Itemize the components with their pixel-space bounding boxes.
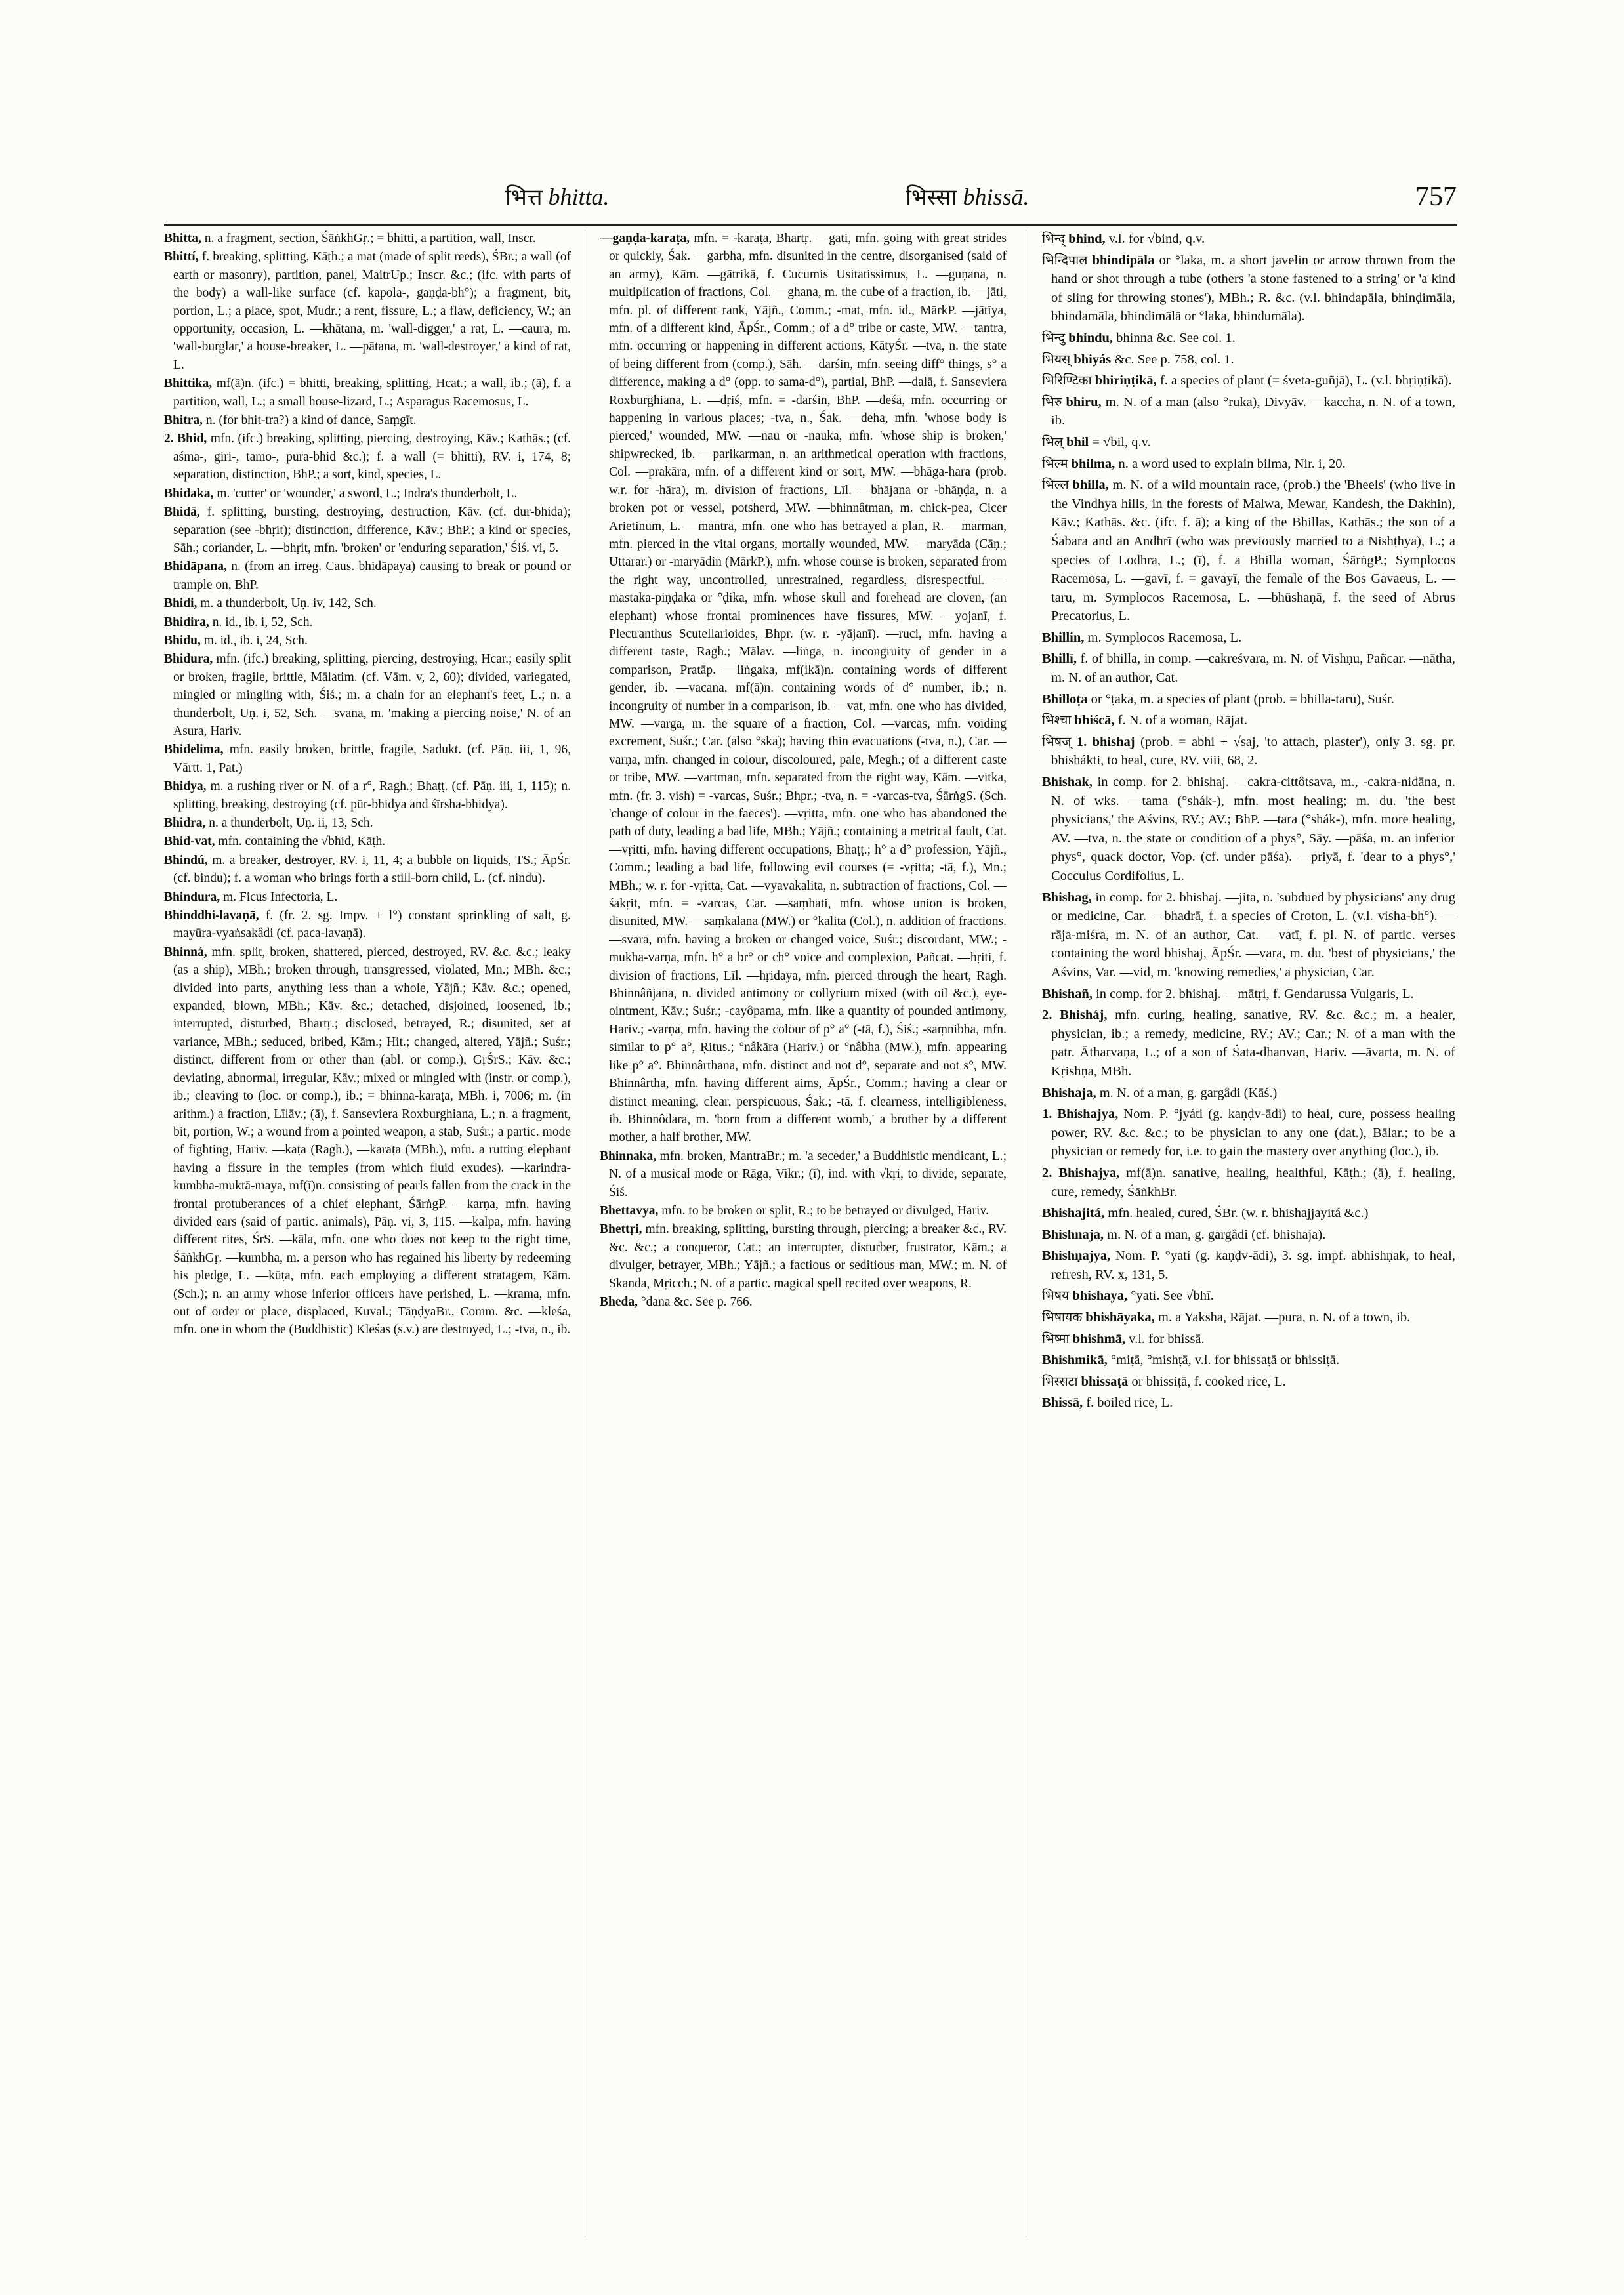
headword: Bhidaka, xyxy=(164,486,214,501)
entry-definition: m. a thunderbolt, Uṇ. iv, 142, Sch. xyxy=(197,596,377,611)
headword: Bhindura, xyxy=(164,890,220,904)
headword: Bhishag, xyxy=(1042,890,1092,905)
devanagari-headword: भिरु xyxy=(1042,394,1062,409)
entry-definition: f. of bhilla, in comp. —cakreśvara, m. N. of Vishṇu, Pañcar. —nātha, m. N. of an author, Cat. xyxy=(1051,651,1455,686)
dictionary-entry xyxy=(1042,985,1455,1004)
entry-definition: °dana &c. See p. 766. xyxy=(637,1294,753,1309)
entry-definition: Nom. P. °yati (g. kaṇḍv-ādi), 3. sg. impf. abhishṇak, to heal, refresh, RV. x, 131, 5. xyxy=(1051,1249,1455,1282)
dictionary-entry xyxy=(1042,1287,1455,1306)
dictionary-entry xyxy=(164,741,571,777)
dictionary-entry xyxy=(1042,1373,1455,1392)
running-head-right: भिस्सा bhissā. xyxy=(906,184,1030,211)
headword: bhiru, xyxy=(1062,394,1102,409)
entry-definition: in comp. for 2. bhishaj. —cakra-cittôtsava, m., -cakra-nidāna, n. N. of wks. —tama (°shák-), mfn. most healing; m. du. 'the best physicians,' the Aśvins, RV.; AV.; BhP. —tara (°shák-), mfn. more healing, AV. —tva, n. the state or condition of a phys°, Sāy. —pāśa, m. an inferior phys°, quack doctor, Vop. (cf. under pāśa). —priyā, f. 'dear to a phys°,' Cocculus Cordifolius, L. xyxy=(1051,775,1455,883)
headword: Bhettavya, xyxy=(600,1203,659,1218)
entry-definition: m. N. of a man, g. gargâdi (Kāś.) xyxy=(1096,1085,1278,1100)
entry-definition: mf(ā)n. (ifc.) = bhitti, breaking, splitting, Hcat.; a wall, ib.; (ā), f. a partition, wall, L.; a small house-lizard, L.; Asparagus Racemosus, L. xyxy=(173,377,571,409)
dictionary-entry xyxy=(164,485,571,503)
headword: Bhidelima, xyxy=(164,743,224,757)
headword: bhind, xyxy=(1065,232,1106,246)
dictionary-entry xyxy=(1042,433,1455,452)
headword: bhiyás xyxy=(1070,352,1112,367)
headword: Bhinná, xyxy=(164,945,207,959)
headword: Bhidya, xyxy=(164,779,207,794)
headword: Bhittika, xyxy=(164,377,213,391)
headword: Bhidura, xyxy=(164,652,213,667)
dictionary-entry xyxy=(600,1202,1007,1220)
headword: Bhishmikā, xyxy=(1042,1353,1108,1368)
headword: bhishaya, xyxy=(1069,1289,1128,1304)
entry-definition: mfn. (ifc.) breaking, splitting, piercing, destroying, Kāv.; Kathās.; (cf. aśma-, giri-, tamo-, pura-bhid &c.); f. a wall (= bhitti), RV. i, 174, 8; separation, distinction, BhP.; a sort, kind, species, L. xyxy=(173,432,571,482)
headword: Bhid-vat, xyxy=(164,835,215,849)
column-1 xyxy=(164,230,571,2250)
entry-definition: (prob. = abhi + √saj, 'to attach, plaster'), only 3. sg. pr. bhishákti, to heal, cure, RV. viii, 68, 2. xyxy=(1051,734,1455,768)
dictionary-entry xyxy=(1042,455,1455,474)
dictionary-entry xyxy=(1042,329,1455,348)
entry-definition: &c. See p. 758, col. 1. xyxy=(1111,352,1234,367)
headword: 2. Bhisháj, xyxy=(1042,1008,1108,1023)
entry-definition: mfn. broken, MantraBr.; m. 'a seceder,' a Buddhistic mendicant, L.; N. of a musical mode or Rāga, Vikr.; (ī), ind. with √kṛi, to divide, separate, Śiś. xyxy=(609,1149,1007,1199)
entry-definition: bhinna &c. See col. 1. xyxy=(1113,330,1236,345)
dictionary-entry xyxy=(1042,690,1455,709)
entry-definition: n. a thunderbolt, Uṇ. ii, 13, Sch. xyxy=(205,816,373,830)
entry-definition: n. a word used to explain bilma, Nir. i, 20. xyxy=(1115,456,1346,471)
headword: bhil xyxy=(1062,434,1089,449)
dictionary-entry xyxy=(164,943,571,1339)
dictionary-entry xyxy=(1042,1351,1455,1370)
entry-definition: n. (from an irreg. Caus. bhidāpaya) causing to break or pound or trample on, BhP. xyxy=(173,560,571,592)
headword: —gaṇḍa-karaṭa, xyxy=(600,232,690,245)
dictionary-entry xyxy=(1042,371,1455,390)
entry-definition: in comp. for 2. bhishaj. —mātṛi, f. Gendarussa Vulgaris, L. xyxy=(1092,986,1414,1001)
dictionary-entry xyxy=(164,248,571,374)
dictionary-entry xyxy=(1042,629,1455,648)
headword: Bhidi, xyxy=(164,596,198,611)
entry-definition: m. N. of a man, g. gargâdi (cf. bhishaja). xyxy=(1104,1227,1326,1242)
devanagari-headword: भिष्मा xyxy=(1042,1331,1070,1346)
dictionary-entry xyxy=(1042,393,1455,430)
dictionary-entry xyxy=(1042,1105,1455,1161)
dictionary-entry xyxy=(600,1148,1007,1201)
headword: bhilma, xyxy=(1068,456,1115,471)
entry-definition: °yati. See √bhī. xyxy=(1127,1289,1214,1304)
dictionary-entry xyxy=(1042,1226,1455,1245)
dictionary-entry xyxy=(1042,888,1455,982)
dictionary-entry xyxy=(164,632,571,650)
entry-definition: m. a Yaksha, Rājat. —pura, n. N. of a town, ib. xyxy=(1154,1310,1411,1325)
headword: Bhitta, xyxy=(164,232,201,245)
headword: 2. Bhid, xyxy=(164,432,207,446)
entry-definition: f. a species of plant (= śveta-guñjā), L. (v.l. bhṛiṇṭikā). xyxy=(1156,373,1452,388)
headword: Bhillī, xyxy=(1042,651,1077,667)
headword: Bhidra, xyxy=(164,816,206,830)
dictionary-entry xyxy=(1042,1394,1455,1413)
dictionary-entry xyxy=(1042,230,1455,249)
devanagari-headword: भिषय xyxy=(1042,1288,1070,1304)
dictionary-entry xyxy=(164,888,571,906)
entry-definition: = √bil, q.v. xyxy=(1089,434,1151,449)
headword: Bhettṛi, xyxy=(600,1222,642,1237)
entry-definition: in comp. for 2. bhishaj. —jita, n. 'subdued by physicians' any drug or medicine, Car. —bhadrā, f. a species of Croton, L. (v.l. visha-bh°). —rāja-miśra, m. N. of an author, Cat. —vatī, f. pl. N. of partic. verses containing the word bhishaj, ĀpŚr. —vara, m. du. 'best of physicians,' the Aśvins, Var. —vid, m. 'knowing remedies,' a physician, Car. xyxy=(1051,890,1455,980)
entry-definition: mfn. easily broken, brittle, fragile, Sadukt. (cf. Pāṇ. iii, 1, 96, Vārtt. 1, Pat.) xyxy=(173,743,571,775)
dictionary-entry xyxy=(1042,650,1455,687)
entry-definition: mfn. split, broken, shattered, pierced, destroyed, RV. &c. &c.; leaky (as a ship), MBh.; broken through, transgressed, violated, Mn.; MBh. &c.; divided into parts, anything less than a whole, Yājñ.; Kāv. &c.; opened, expanded, blown, MBh.; Kāv. &c.; detached, disjoined, loosened, ib.; interrupted, disturbed, Bhartṛ.; disclosed, betrayed, R.; disunited, set at variance, MBh.; seduced, bribed, Kām.; Hit.; changed, altered, Yājñ.; Suśr.; distinct, different from or other than (abl. or comp.), GṛŚrS.; Kāv. &c.; deviating, abnormal, irregular, Kāv.; mixed or mingled with (instr. or comp.), ib.; cleaving to (loc. or comp.), ib.; = bhinna-karaṭa, MBh. i, 7006; m. (in arithm.) a fraction, Līlāv.; (ā), f. Sanseviera Roxburghiana, L.; n. a fragment, bit, portion, W.; a wound from a pointed weapon, a stab, Suśr.; a partic. mode of fighting, Hariv. —kaṭa (Ragh.), —karaṭa (MBh.), mfn. a rutting elephant having a fissure in the temples (from which fluid exudes). —karindra-kumbha-muktā-maya, mf(ī)n. consisting of pearls fallen from the crack in the frontal protuberances of a chief elephant, ŚārṅgP. —karṇa, mfn. having divided ears (said of partic. animals), Pāṇ. vi, 3, 115. —kalpa, mfn. having different rites, ŚrS. —kāla, mfn. one who does not keep to the right time, ŚāṅkhGṛ. —kumbha, m. a person who has regained his liberty by redeeming his pledge, L. —kūṭa, mfn. each employing a different stratagem, Kām. (Sch.); n. an army whose inferior officers have perished, L. —krama, mfn. out of order or place, displaced, Kuval.; TāṇḍyaBr., Comm. &c. —kleśa, mfn. one in whom the (Buddhistic) Kleśas (s.v.) are destroyed, L.; -tva, n., ib. xyxy=(173,945,571,1337)
entry-definition: m. id., ib. i, 24, Sch. xyxy=(200,633,308,648)
dictionary-entry xyxy=(600,230,1007,1147)
dictionary-entry xyxy=(164,852,571,888)
entry-definition: mfn. (ifc.) breaking, splitting, piercing, destroying, Hcar.; easily split or broken, fragile, brittle, Mālatim. (cf. Vām. v, 2, 60); divided, variegated, mingled or mingling with, Śiś.; m. a chain for an elephant's feet, L.; n. a thunderbolt, Uṇ. i, 52, Sch. —svana, m. 'making a piercing noise,' N. of an Asura, Hariv. xyxy=(173,652,571,738)
headword: Bhitra, xyxy=(164,413,203,428)
devanagari-headword: भिरिण्टिका xyxy=(1042,373,1092,388)
headword: Bhishṇajya, xyxy=(1042,1249,1111,1264)
entry-definition: f. N. of a woman, Rājat. xyxy=(1114,713,1248,728)
dictionary-entry xyxy=(1042,251,1455,326)
entry-definition: m. Ficus Infectoria, L. xyxy=(220,890,338,904)
devanagari-headword: भिल्म xyxy=(1042,455,1068,471)
dictionary-entry xyxy=(164,833,571,850)
dictionary-entry xyxy=(164,503,571,557)
entry-definition: v.l. for bhissā. xyxy=(1125,1331,1205,1346)
entry-definition: Nom. P. °jyáti (g. kaṇḍv-ādi) to heal, cure, possess healing power, RV. &c. &c.; to be physician to any one (dat.), Bālar.; to be a physician or remedy for, i.e. to gain the mastery over anything (loc.), ib. xyxy=(1051,1107,1455,1159)
headword: 1. Bhishajya, xyxy=(1042,1107,1119,1122)
devanagari-headword: भियस् xyxy=(1042,351,1071,367)
entry-definition: mfn. curing, healing, sanative, RV. &c. &c.; m. a healer, physician, ib.; a remedy, medicine, RV.; AV.; Car.; N. of a man with the patr. Ātharvaṇa, L.; of a son of Śata-dhanvan, Hariv. —āvarta, m. N. of Kṛishṇa, MBh. xyxy=(1051,1008,1455,1079)
headword: Bhillin, xyxy=(1042,630,1085,645)
headword: bhiriṇṭikā, xyxy=(1091,373,1157,388)
headword: Bhishnaja, xyxy=(1042,1227,1104,1242)
entry-definition: mfn. to be broken or split, R.; to be betrayed or divulged, Hariv. xyxy=(658,1203,989,1218)
entry-definition: n. a fragment, section, ŚāṅkhGṛ.; = bhitti, a partition, wall, Inscr. xyxy=(201,232,536,245)
dictionary-entry xyxy=(1042,476,1455,626)
entry-definition: f. (fr. 2. sg. Impv. + l°) constant sprinkling of salt, g. mayūra-vyaṅsakâdi (cf. paca-lavaṇā). xyxy=(173,909,571,941)
entry-definition: n. (for bhit-tra?) a kind of dance, Saṃgīt. xyxy=(203,413,417,428)
dictionary-entry xyxy=(164,558,571,594)
entry-definition: mf(ā)n. sanative, healing, healthful, Kāṭh.; (ā), f. healing, cure, remedy, ŚāṅkhBr. xyxy=(1051,1165,1455,1199)
devanagari-headword: भिल्ल xyxy=(1042,477,1069,493)
page-header xyxy=(164,181,1457,220)
headword: Bhinddhi-lavaṇā, xyxy=(164,909,259,923)
dictionary-entry xyxy=(1042,733,1455,770)
column-2 xyxy=(600,230,1007,2250)
entry-definition: f. breaking, splitting, Kāṭh.; a mat (made of split reeds), ŚBr.; a wall (of earth or masonry), partition, panel, MaitrUp.; Inscr. &c.; (ifc. with parts of the body) a wall-like surface (cf. kapola-, gaṇḍa-bh°); a fragment, bit, portion, L.; a place, spot, Mudr.; a rent, fissure, L.; a flaw, deficiency, W.; an opportunity, occasion, L. —khātana, m. 'wall-digger,' a rat, L. —caura, m. 'wall-burglar,' a house-breaker, L. —pātana, m. 'wall-destroyer,' a kind of rat, L. xyxy=(173,250,571,372)
page-number: 757 xyxy=(1415,182,1457,212)
entry-definition: f. splitting, bursting, destroying, destruction, Kāv. (cf. dur-bhida); separation (see -bhṛit); distinction, difference, Kāv.; BhP.; a kind or species, Sāh.; coriander, L. —bhṛit, mfn. 'broken' or 'enduring separation,' Śiś. vi, 5. xyxy=(173,505,571,555)
entry-definition: or bhissiṭā, f. cooked rice, L. xyxy=(1128,1374,1286,1389)
entry-definition: or °laka, m. a short javelin or arrow thrown from the hand or shot through a tube (others 'a stone fastened to a string' or 'a kind of sling for throwing stones'), MBh.; R. &c. (v.l. bhindapāla, bhinḍimāla, bhindamāla, bhindimālā or °laka, bhindumāla). xyxy=(1051,253,1455,324)
entry-definition: °miṭā, °mishṭā, v.l. for bhissaṭā or bhissiṭā. xyxy=(1107,1353,1339,1368)
column-3 xyxy=(1042,230,1455,2250)
dictionary-entry xyxy=(1042,711,1455,730)
entry-definition: mfn. breaking, splitting, bursting through, piercing; a breaker &c., RV. &c. &c.; a conqueror, Cat.; an interrupter, disturber, frustrator, Kām.; a divulger, betrayer, MBh.; Yājñ.; a factious or seditious man, MW.; m. N. of Skanda, Mṛicch.; N. of a partic. magical spell recited over weapons, R. xyxy=(609,1222,1007,1291)
headword: Bhidāpana, xyxy=(164,560,227,574)
headword: Bhittí, xyxy=(164,250,199,264)
headword: bhindipāla xyxy=(1087,253,1155,268)
devanagari-headword: भिन्द् xyxy=(1042,231,1066,246)
headword: bhissaṭā xyxy=(1077,1374,1129,1389)
dictionary-entry xyxy=(164,907,571,943)
entry-definition: m. N. of a man (also °ruka), Divyāv. —kaccha, n. N. of a town, ib. xyxy=(1051,394,1455,428)
dictionary-entry xyxy=(164,411,571,429)
dictionary-entry xyxy=(164,814,571,832)
dictionary-entry xyxy=(164,613,571,631)
devanagari-headword: भिश्चा xyxy=(1042,713,1072,728)
headword: 1. bhishaj xyxy=(1071,734,1135,749)
dictionary-entry xyxy=(600,1293,1007,1311)
headword: Bhinnaka, xyxy=(600,1149,657,1163)
entry-definition: m. a rushing river or N. of a r°, Ragh.; Bhaṭṭ. (cf. Pāṇ. iii, 1, 115); n. splitting, breaking, destroying (cf. pūr-bhidya and śīrsha-bhidya). xyxy=(173,779,571,812)
headword: bhishāyaka, xyxy=(1082,1310,1155,1325)
devanagari-headword: भिषज् xyxy=(1042,734,1072,749)
headword: Bhishañ, xyxy=(1042,986,1093,1001)
devanagari-headword: भिषायक xyxy=(1042,1310,1083,1325)
entry-definition: mfn. healed, cured, ŚBr. (w. r. bhishajjayitá &c.) xyxy=(1104,1206,1369,1221)
entry-definition: mfn. = -karaṭa, Bhartṛ. —gati, mfn. going with great strides or quickly, Śak. —garbha, mfn. disunited in the centre, disorganised (said of an army), Kām. —gātrikā, f. Cucumis Usitatissimus, L. —guṇana, n. multiplication of fractions, Col. —ghana, m. the cube of a fraction, ib. —jāti, mfn. pl. of different rank, Yājñ., Comm.; -mat, mfn. id., MārkP. —jātīya, mfn. of a different kind, ĀpŚr., Comm.; of a d° tribe or caste, MW. —tantra, mfn. occurring or happening in different actions, KātyŚr. —tva, n. the state of being different from (comp.), Sāh. —darśin, mfn. seeing diff° things, s° a difference, making a d° (opp. to sama-d°), partial, BhP. —dalā, f. Sanseviera Roxburghiana, L. —dṛiś, mfn. = -darśin, BhP. —deśa, mfn. occurring or happening in various places; -tva, n., Śak. —deha, mfn. 'whose body is pierced,' wounded, MW. —nau or -nauka, mfn. 'whose ship is broken,' shipwrecked, ib. —parikarman, n. an arithmetical operation with fractions, Col. —prakāra, mfn. of a different kind or sort, MW. —bhāga-hara (prob. w.r. for -hāra), m. division of fractions, Līl. —bhājana or -bhāṇḍa, n. a broken pot or vessel, potsherd, MW. —bhinnâtman, m. chick-pea, Cicer Arietinum, L. —mantra, mfn. one who has betrayed a plan, R. —marman, mfn. pierced in the vital organs, mortally wounded, MW. —maryāda (Cāṇ.; Uttarar.) or -maryādin (MārkP.), mfn. whose course is broken, separated from the right way, uncontrolled, unrestrained, regardless, disrespectful. —mastaka-piṇḍaka or °ḍika, mfn. whose skull and forehead are cloven, (an elephant) whose frontal prominences have fissures, MW. —yojanī, f. Plectranthus Scutellarioides, Bhpr. (w. r. -yājanī). —ruci, mfn. having a different taste, Ragh.; Mālav. —liṅga, n. incongruity of gender in a comparison, Pratāp. —liṅgaka, mf(ikā)n. containing words of different gender, ib. —vacana, mf(ā)n. containing words of d° number, ib.; n. incongruity of number in a comparison, ib. —vat, mfn. one who has divided, MW. —varga, m. the square of a fraction, Col. —varcas, mfn. voiding excrement, Suśr.; Car. (also °ska); having thin evacuations (-tva, n.), Car. —varṇa, mfn. changed in colour, discoloured, pale, Megh.; of a different caste or tribe, MW. —vartman, mfn. separated from the right way, Kām. —vitka, mfn. (fr. 3. vish) = -varcas, Suśr.; Bhpr.; -tva, n. = -varcas-tva, ŚārṅgS. (Sch. 'change of colour in the faeces'). —vṛitta, mfn. one who has abandoned the path of duty, leading a bad life, MBh.; Yājñ.; containing a metrical fault, Cat. —vṛitti, mfn. having different occupations, Bhaṭṭ.; h° a d° profession, Yājñ., Comm.; leading a bad life, following evil courses (= -vṛitta; -tā, f.), Mn.; MBh.; w. r. for -vṛitta, Cat. —vyavakalita, n. subtraction of fractions, Col. —śakṛit, mfn. = -varcas, Car. —saṃhati, mfn. whose union is broken, disunited, MW. —saṃkalana (MW.) or °kalita (Col.), n. addition of fractions. —svara, mfn. having a broken or changed voice, Suśr.; discordant, MW.; -mukha-varṇa, mfn. h° a br° or ch° voice and complexion, Pañcat. —hṛiti, f. division of fractions, Līl. —hṛidaya, mfn. pierced through the heart, Ragh. Bhinnâñjana, n. divided antimony or collyrium mixed (with oil &c.), eye-ointment, Kāv.; Suśr.; -cayôpama, mfn. like a quantity of pounded antimony, Hariv.; -varṇa, mfn. having the colour of p° a° (-tā, f.), Śiś.; -saṃnibha, mfn. similar to p° a°, Ṛitus.; °nâkāra (Hariv.) or °nâbha (MW.), mfn. appearing like p° a°. Bhinnârthana, mfn. distinct and not d°, separate and not s°, MW. Bhinnârtha, mfn. having different aims, ĀpŚr., Comm.; having a clear or distinct meaning, clear, perspicuous, Śak.; -tā, f. clearness, intelligibleness, ib. Bhinnôdara, m. 'born from a different womb,' a brother by a different mother, a half brother, MW. xyxy=(609,232,1007,1145)
devanagari-headword: भिल् xyxy=(1042,434,1063,449)
devanagari-headword: भिन्दिपाल xyxy=(1042,252,1088,268)
headword: Bhilloṭa xyxy=(1042,692,1088,707)
headword: Bhishak, xyxy=(1042,775,1093,790)
dictionary-entry xyxy=(1042,1330,1455,1349)
headword: Bhidira, xyxy=(164,615,209,629)
dictionary-entry xyxy=(164,594,571,612)
dictionary-entry xyxy=(1042,1006,1455,1081)
entry-definition: mfn. containing the √bhid, Kāṭh. xyxy=(215,835,386,849)
entry-definition: m. a breaker, destroyer, RV. i, 11, 4; a bubble on liquids, TS.; ĀpŚr. (cf. bindu); f. a woman who brings forth a still-born child, L. (cf. nindu). xyxy=(173,853,571,886)
dictionary-entry xyxy=(1042,1084,1455,1103)
dictionary-entry xyxy=(1042,1204,1455,1223)
headword: Bhidu, xyxy=(164,633,201,648)
headword: Bhindú, xyxy=(164,853,208,867)
dictionary-entry xyxy=(600,1220,1007,1292)
devanagari-headword: भिन्दु xyxy=(1042,329,1066,345)
entry-definition: v.l. for √bind, q.v. xyxy=(1105,232,1205,246)
dictionary-entry xyxy=(164,430,571,484)
headword: bhindu, xyxy=(1065,330,1114,345)
headword: Bhidā, xyxy=(164,505,200,520)
entry-definition: m. Symplocos Racemosa, L. xyxy=(1084,630,1242,645)
headword: Bhissā, xyxy=(1042,1396,1083,1411)
entry-definition: or °ṭaka, m. a species of plant (prob. = bhilla-taru), Suśr. xyxy=(1087,692,1394,707)
entry-definition: f. boiled rice, L. xyxy=(1083,1396,1173,1411)
entry-definition: m. N. of a wild mountain race, (prob.) the 'Bheels' (who live in the Vindhya hills, in the forests of Malwa, Mewar, Kandesh, the Dakhin), Kāv.; Kathās. &c. (ifc. f. ā); a king of the Bhillas, Kathās.; the son of a Śabara and an Andhrī (who was previously married to a Nishṭhya), L.; a species of Lodhra, L.; (ī), f. a Bhilla woman, ŚārṅgP.; Symplocos Racemosa, L. —gavī, f. = gavayī, the female of the Bos Gavaeus, L. —taru, m. Symplocos Racemosa, L. —bhūshaṇā, f. the seed of Abrus Precatorius, L. xyxy=(1051,478,1455,624)
header-rule xyxy=(164,224,1457,226)
running-head-left: भित्त bhitta. xyxy=(505,184,610,211)
dictionary-entry xyxy=(164,777,571,814)
devanagari-headword: भिस्सटा xyxy=(1042,1373,1078,1389)
entry-definition: n. id., ib. i, 52, Sch. xyxy=(209,615,313,629)
dictionary-entry xyxy=(1042,773,1455,886)
headword: Bheda, xyxy=(600,1294,638,1309)
dictionary-entry xyxy=(164,230,571,247)
headword: Bhishajitá, xyxy=(1042,1206,1105,1221)
dictionary-entry xyxy=(164,375,571,411)
headword: bhishmā, xyxy=(1069,1331,1126,1346)
headword: bhilla, xyxy=(1068,478,1109,493)
dictionary-entry xyxy=(1042,1247,1455,1284)
dictionary-entry xyxy=(1042,350,1455,369)
dictionary-entry xyxy=(1042,1308,1455,1327)
headword: Bhishaja, xyxy=(1042,1085,1096,1100)
dictionary-entry xyxy=(164,650,571,740)
entry-definition: m. 'cutter' or 'wounder,' a sword, L.; Indra's thunderbolt, L. xyxy=(213,486,518,501)
dictionary-entry xyxy=(1042,1164,1455,1201)
headword: 2. Bhishajya, xyxy=(1042,1165,1120,1180)
headword: bhiścā, xyxy=(1071,713,1115,728)
